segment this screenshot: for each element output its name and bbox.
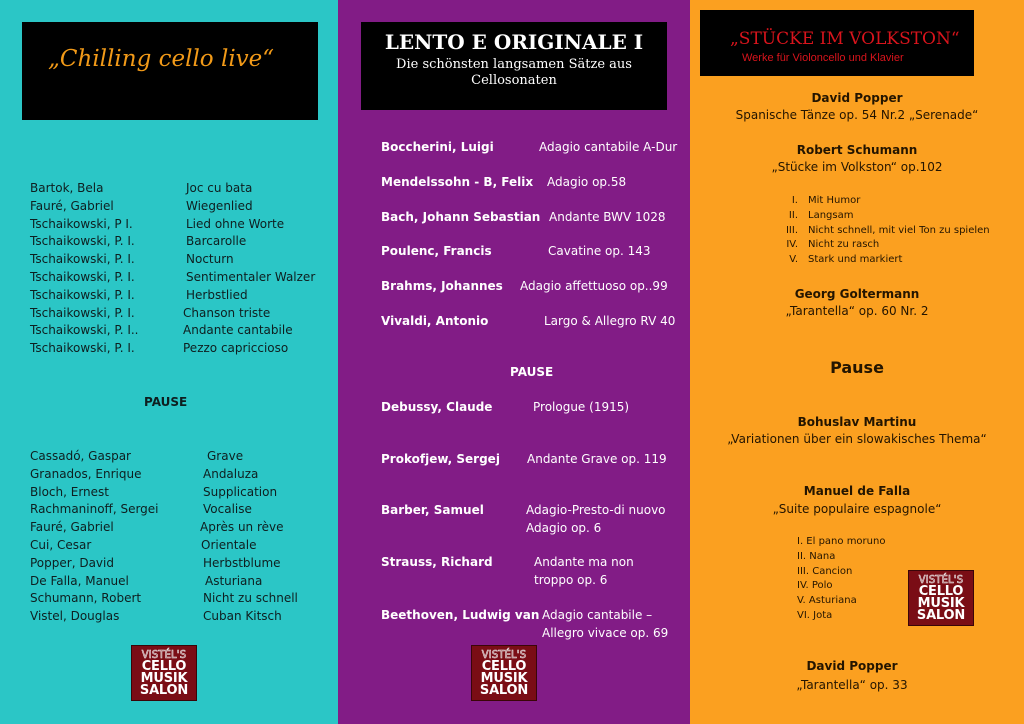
movement-number: V. [789, 254, 798, 266]
program-piece: Adagio op.58 [547, 174, 627, 189]
movement-item [772, 239, 879, 250]
movement-title: Nicht zu rasch [808, 239, 880, 251]
movement-item: II. Nana [797, 550, 836, 562]
program-composer: Tschaikowski, P. I. [30, 341, 135, 356]
program-piece: Sentimentaler Walzer [186, 270, 316, 284]
panel3-subtitle: Werke für Violoncello und Klavier [742, 52, 904, 64]
program-composer: Bartok, Bela [30, 181, 104, 195]
logo-line: VISTÉL'S [481, 648, 527, 661]
program-composer: Beethoven, Ludwig van [381, 608, 540, 622]
program-piece-continued: Adagio op. 6 [526, 521, 602, 535]
program-piece: Vocalise [203, 502, 252, 517]
program-composer: Vivaldi, Antonio [381, 314, 489, 328]
movement-title: Langsam [808, 209, 854, 221]
program-piece: Supplication [203, 484, 278, 499]
movement-item: VI. Jota [797, 610, 833, 621]
program-piece: Adagio-Presto-di nuovo [526, 503, 666, 517]
logo-line: SALON [916, 608, 966, 623]
program-composer: Tschaikowski, P. I. [30, 287, 135, 302]
program-piece: Andaluza [203, 466, 259, 481]
movement-number: III. [785, 224, 798, 236]
movement-number: IV. [786, 239, 798, 251]
panel1-title-box [22, 22, 318, 120]
panel2-subtitle-line2: Cellosonaten [471, 73, 557, 88]
program-piece-continued: Allegro vivace op. 69 [542, 626, 669, 640]
program-composer: Tschaikowski, P. I. [30, 252, 135, 267]
program-composer: Boccherini, Luigi [381, 140, 494, 154]
movement-item: III. Cancion [797, 565, 853, 577]
work-popper-2: „Tarantella“ op. 33 [796, 678, 908, 692]
movement-item [772, 195, 860, 206]
program-panel-stuecke-im-volkston [690, 0, 1024, 724]
panel3-title-box [700, 10, 974, 76]
work-schumann: „Stücke im Volkston“ op.102 [771, 160, 943, 174]
panel2-subtitle-line1: Die schönsten langsamen Sätze aus [396, 57, 632, 72]
logo-line: MUSIK [917, 596, 965, 611]
program-piece: Herbstlied [186, 287, 248, 302]
composer-goltermann: Georg Goltermann [794, 287, 920, 301]
program-piece: Pezzo capriccioso [183, 341, 289, 356]
program-composer: Cui, Cesar [30, 538, 92, 552]
logo-line: CELLO [918, 584, 964, 599]
movement-number: I. [791, 195, 798, 206]
logo-line: CELLO [141, 659, 187, 674]
program-piece: Chanson triste [183, 305, 271, 320]
program-panel-lento-e-originale [338, 0, 690, 724]
panel2-title: LENTO E ORIGINALE I [384, 30, 644, 54]
program-piece: Andante cantabile [183, 323, 293, 338]
program-piece: Andante ma non [534, 555, 634, 569]
program-composer: Tschaikowski, P. I.. [30, 323, 139, 338]
program-piece: Adagio affettuoso op..99 [520, 279, 668, 294]
program-piece: Joc cu bata [186, 181, 253, 195]
panel1-pause-label: PAUSE [144, 395, 188, 409]
movement-title: Mit Humor [808, 195, 861, 206]
program-composer: Barber, Samuel [381, 503, 484, 517]
panel3-title: „STÜCKE IM VOLKSTON“ [730, 29, 960, 49]
panel1-title: „Chilling cello live“ [48, 46, 275, 72]
logo-line: VISTÉL'S [141, 648, 187, 661]
program-composer: Mendelssohn - B, Felix [381, 174, 534, 189]
program-piece: Prologue (1915) [533, 400, 630, 414]
program-piece: Adagio cantabile A-Dur [539, 140, 678, 154]
movement-item: V. Asturiana [797, 595, 857, 607]
composer-schumann: Robert Schumann [796, 143, 918, 157]
work-popper-1: Spanische Tänze op. 54 Nr.2 „Serenade“ [735, 108, 979, 122]
logo-line: VISTÉL'S [918, 573, 964, 586]
program-composer: Fauré, Gabriel [30, 520, 114, 535]
movement-item: I. El pano moruno [797, 536, 886, 547]
logo-line: MUSIK [480, 671, 528, 686]
program-piece: Andante Grave op. 119 [527, 452, 667, 466]
program-piece: Cuban Kitsch [203, 609, 282, 624]
program-composer: Cassadó, Gaspar [30, 449, 131, 463]
program-composer: Vistel, Douglas [30, 609, 120, 624]
composer-martinu: Bohuslav Martinu [797, 415, 917, 429]
composer-popper-1: David Popper [811, 91, 903, 105]
logo-line: SALON [139, 683, 189, 698]
program-composer: Tschaikowski, P. I. [30, 305, 135, 320]
movement-number: II. [788, 209, 798, 221]
program-piece: Andante BWV 1028 [549, 209, 666, 224]
composer-falla: Manuel de Falla [803, 484, 911, 498]
program-piece: Nicht zu schnell [203, 591, 298, 606]
program-composer: Brahms, Johannes [381, 279, 503, 294]
program-composer: De Falla, Manuel [30, 573, 129, 588]
panel2-pause-label: PAUSE [510, 365, 554, 379]
program-piece: Lied ohne Worte [186, 216, 285, 231]
program-composer: Poulenc, Francis [381, 244, 492, 259]
program-piece-continued: troppo op. 6 [534, 573, 608, 587]
program-composer: Fauré, Gabriel [30, 198, 114, 213]
movement-title: Stark und markiert [808, 254, 903, 266]
movement-item [772, 210, 853, 221]
work-falla: „Suite populaire espagnole“ [772, 502, 942, 516]
program-piece: Cavatine op. 143 [548, 244, 651, 259]
program-composer: Popper, David [30, 555, 114, 570]
movement-item: IV. Polo [797, 580, 833, 592]
program-composer: Rachmaninoff, Sergei [30, 502, 159, 517]
program-composer: Bach, Johann Sebastian [381, 209, 541, 224]
program-piece: Wiegenlied [186, 198, 253, 213]
program-piece: Herbstblume [203, 555, 281, 570]
movement-item [772, 254, 902, 265]
program-piece: Nocturn [186, 252, 234, 267]
panel3-pause-label: Pause [830, 358, 884, 377]
cello-musik-salon-logo [471, 645, 537, 701]
program-piece: Grave [207, 449, 244, 463]
program-piece: Après un rève [200, 520, 284, 535]
program-composer: Prokofjew, Sergej [381, 452, 500, 466]
panel2-title-box [361, 22, 667, 110]
program-composer: Tschaikowski, P I. [30, 216, 133, 231]
program-composer: Bloch, Ernest [30, 484, 109, 499]
program-piece: Orientale [201, 538, 257, 552]
program-composer: Strauss, Richard [381, 555, 493, 569]
program-composer: Tschaikowski, P. I. [30, 234, 135, 249]
work-goltermann: „Tarantella“ op. 60 Nr. 2 [785, 304, 929, 318]
movement-item [772, 225, 990, 236]
program-piece: Asturiana [205, 573, 263, 588]
logo-line: MUSIK [140, 671, 188, 686]
program-composer: Debussy, Claude [381, 400, 493, 414]
composer-popper-2: David Popper [806, 659, 898, 673]
program-panel-chilling-cello [0, 0, 338, 724]
logo-line: CELLO [481, 659, 527, 674]
logo-line: SALON [479, 683, 529, 698]
movement-title: Nicht schnell, mit viel Ton zu spielen [808, 224, 990, 236]
program-piece: Largo & Allegro RV 40 [544, 314, 676, 328]
work-martinu: „Variationen über ein slowakisches Thema“ [727, 432, 987, 446]
program-composer: Schumann, Robert [30, 591, 142, 606]
program-piece: Barcarolle [186, 234, 247, 249]
cello-musik-salon-logo [908, 570, 974, 626]
program-composer: Granados, Enrique [30, 466, 142, 481]
program-piece: Adagio cantabile – [542, 608, 653, 622]
cello-musik-salon-logo [131, 645, 197, 701]
program-composer: Tschaikowski, P. I. [30, 270, 135, 284]
